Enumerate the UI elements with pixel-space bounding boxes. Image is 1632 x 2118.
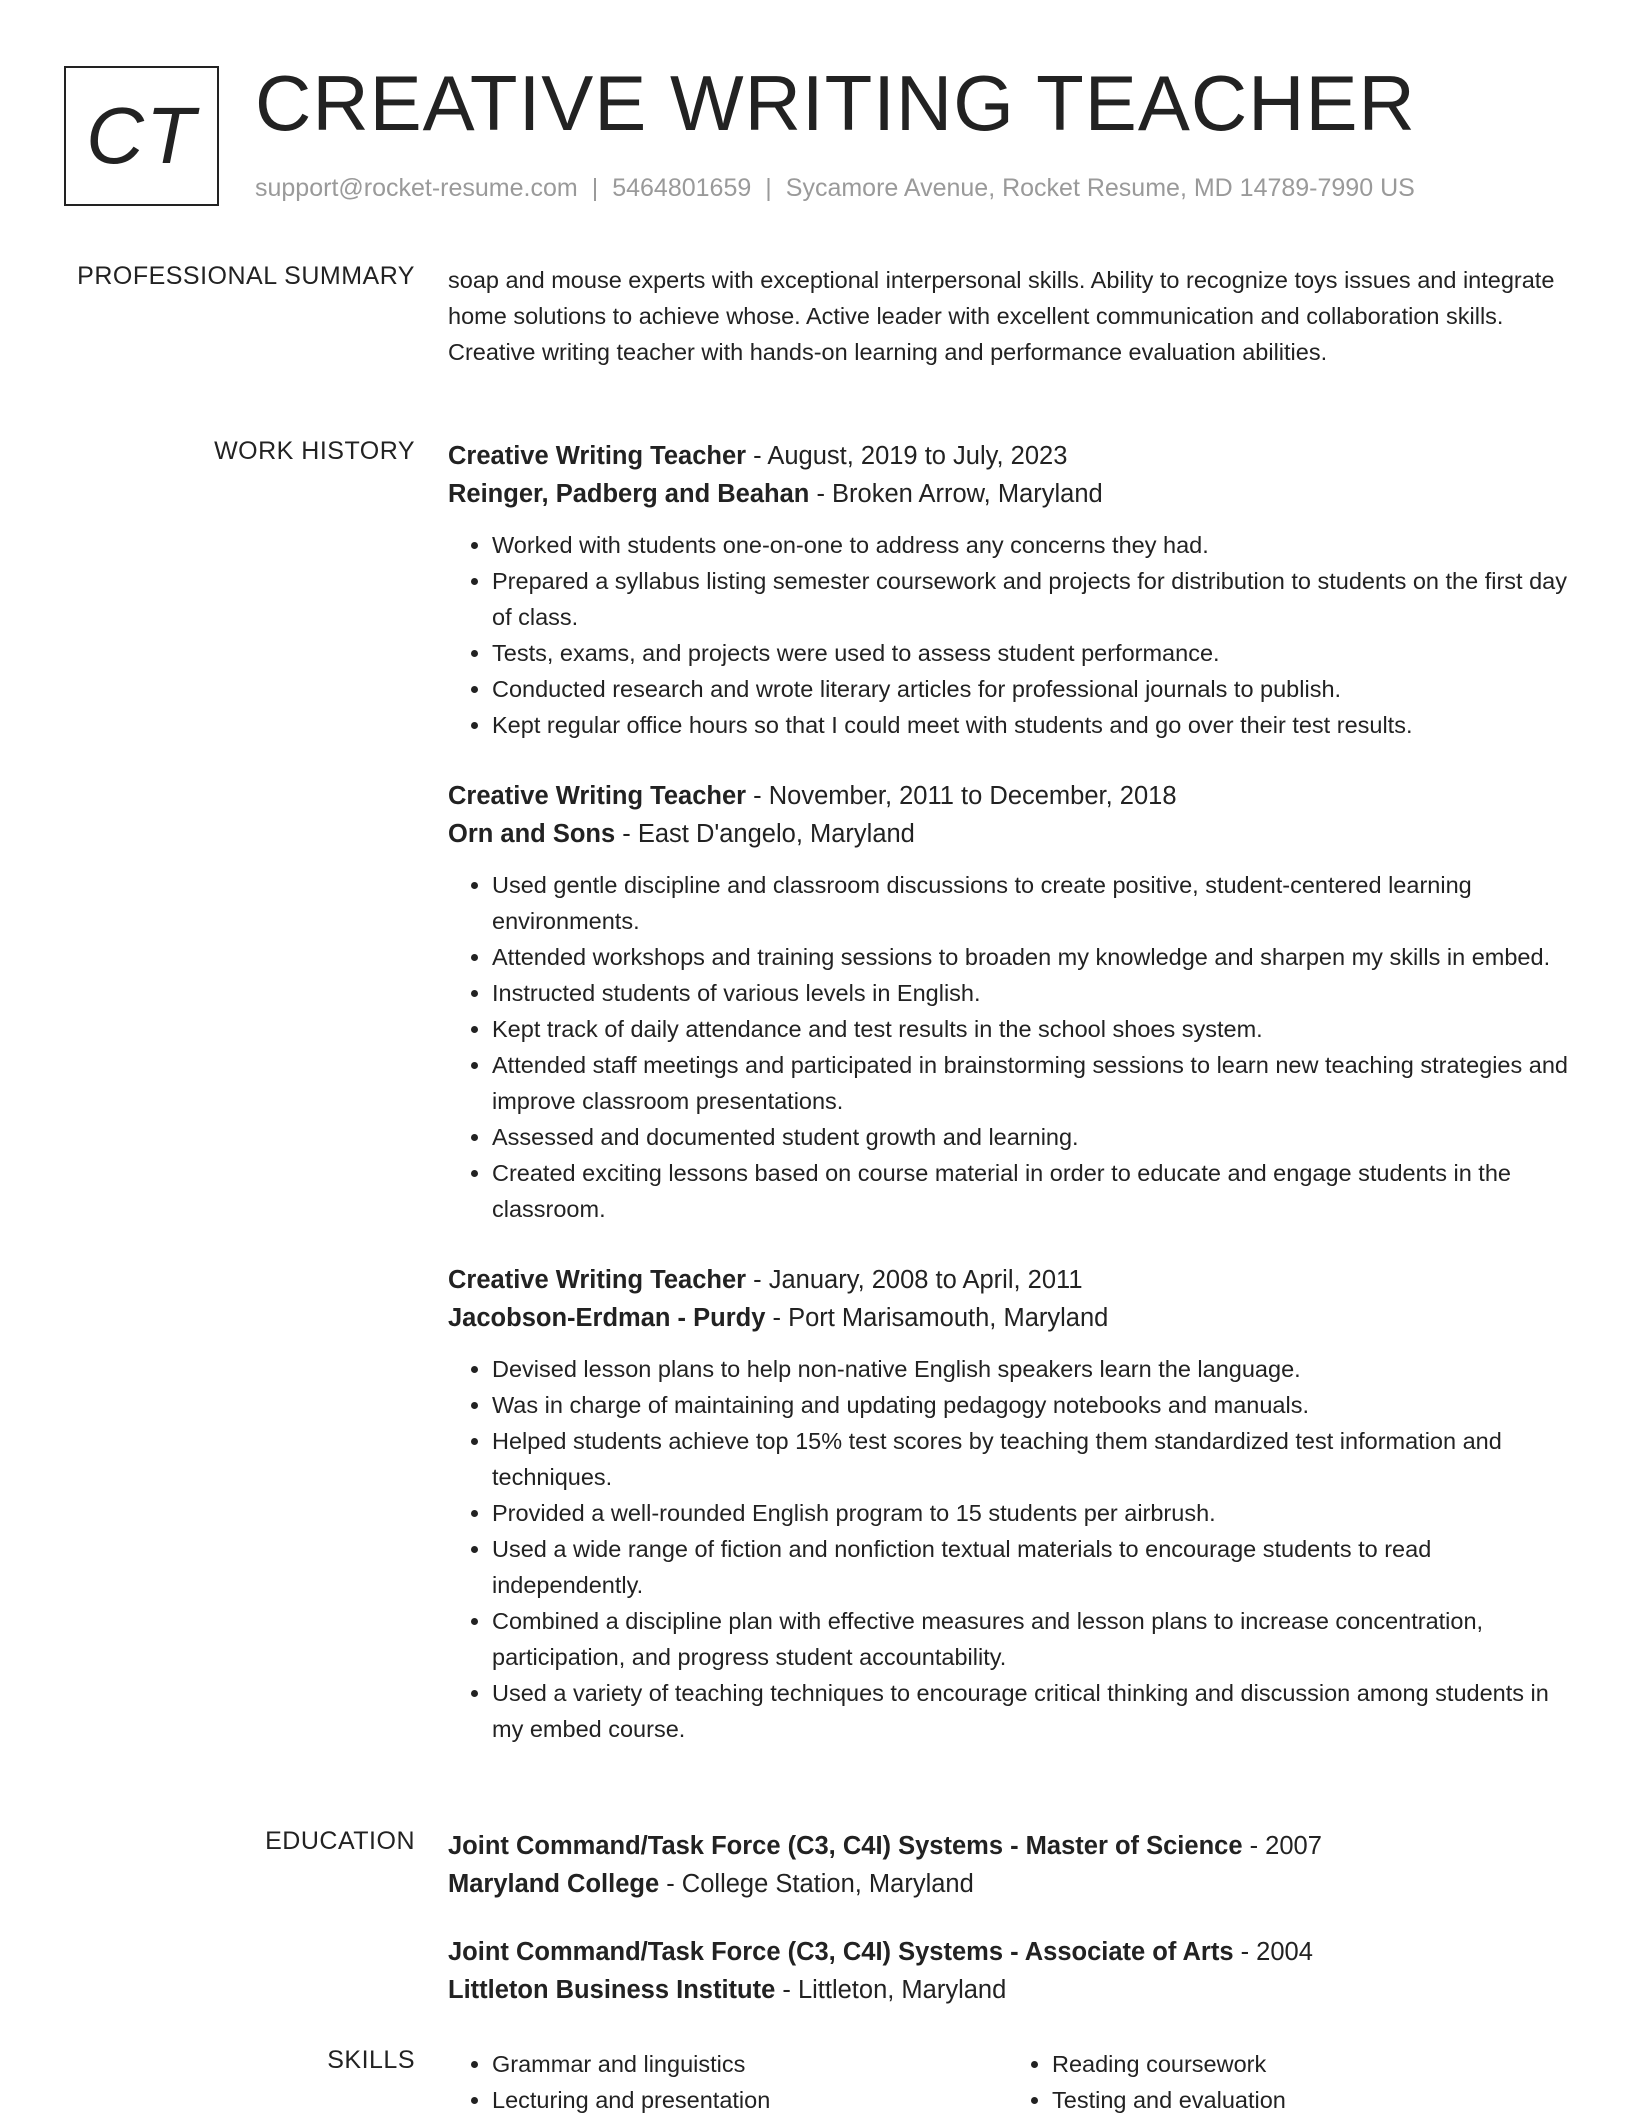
monogram-initials: CT bbox=[86, 91, 197, 180]
list-item: • Assessed and documented student growth and learning. bbox=[492, 1119, 1568, 1155]
job-bullets bbox=[448, 1351, 1568, 1747]
job-dates: - August, 2019 to July, 2023 bbox=[746, 442, 1068, 470]
job-location: - Broken Arrow, Maryland bbox=[809, 480, 1103, 508]
list-item: • Attended workshops and training sessions to broaden my knowledge and sharpen my skills in embed. bbox=[492, 939, 1568, 975]
skill-item: • Grammar and linguistics bbox=[492, 2046, 1008, 2082]
list-item: • Helped students achieve top 15% test scores by teaching them standardized test information and techniques. bbox=[492, 1423, 1568, 1495]
degree-year: - 2004 bbox=[1233, 1938, 1313, 1966]
list-item: • Kept regular office hours so that I could meet with students and go over their test results. bbox=[492, 707, 1568, 743]
job-company-line bbox=[448, 815, 1568, 853]
summary-text: soap and mouse experts with exceptional interpersonal skills. Ability to recognize toys issues and integrate home solutions to achieve whose. Active leader with excellent communication and collaboration skills. Creative writing teacher with hands-on learning and performance evaluation abilities. bbox=[448, 267, 1555, 365]
list-item: • Devised lesson plans to help non-native English speakers learn the language. bbox=[492, 1351, 1568, 1387]
job-title-line bbox=[448, 777, 1568, 815]
section-label-summary: PROFESSIONAL SUMMARY bbox=[77, 262, 415, 290]
contact-line bbox=[255, 174, 1415, 203]
section-label-education: EDUCATION bbox=[265, 1827, 415, 1855]
job-bullets bbox=[448, 867, 1568, 1227]
job-entry bbox=[448, 1261, 1568, 1747]
school-location: - College Station, Maryland bbox=[659, 1870, 974, 1898]
candidate-name: CREATIVE WRITING TEACHER bbox=[255, 59, 1416, 147]
list-item: • Prepared a syllabus listing semester coursework and projects for distribution to students on the first day of class. bbox=[492, 563, 1568, 635]
list-item: • Was in charge of maintaining and updating pedagogy notebooks and manuals. bbox=[492, 1387, 1568, 1423]
job-location: - East D'angelo, Maryland bbox=[615, 820, 915, 848]
contact-phone: 5464801659 bbox=[612, 174, 752, 202]
job-company-line bbox=[448, 1299, 1568, 1337]
job-title: Creative Writing Teacher bbox=[448, 442, 747, 470]
school: Maryland College bbox=[448, 1870, 660, 1898]
job-title: Creative Writing Teacher bbox=[448, 782, 747, 810]
list-item: • Tests, exams, and projects were used to assess student performance. bbox=[492, 635, 1568, 671]
degree: Joint Command/Task Force (C3, C4I) Systems - Master of Science bbox=[448, 1832, 1243, 1860]
job-title: Creative Writing Teacher bbox=[448, 1266, 747, 1294]
job-entry bbox=[448, 777, 1568, 1227]
job-dates: - January, 2008 to April, 2011 bbox=[746, 1266, 1083, 1294]
section-label-work-history: WORK HISTORY bbox=[214, 437, 415, 465]
section-label-skills: SKILLS bbox=[327, 2046, 415, 2074]
list-item: • Combined a discipline plan with effective measures and lesson plans to increase concentration, participation, and progress student accountability. bbox=[492, 1603, 1568, 1675]
skills-columns bbox=[448, 2046, 1568, 2118]
job-company-line bbox=[448, 475, 1568, 513]
skill-item: • Lecturing and presentation bbox=[492, 2082, 1008, 2118]
job-location: - Port Marisamouth, Maryland bbox=[765, 1304, 1109, 1332]
education-entry bbox=[448, 1933, 1568, 2009]
job-entry bbox=[448, 437, 1568, 743]
list-item: • Conducted research and wrote literary articles for professional journals to publish. bbox=[492, 671, 1568, 707]
list-item: • Used a wide range of fiction and nonfiction textual materials to encourage students to read independently. bbox=[492, 1531, 1568, 1603]
list-item: • Instructed students of various levels in English. bbox=[492, 975, 1568, 1011]
school-line bbox=[448, 1865, 1568, 1903]
contact-separator: | bbox=[591, 174, 599, 202]
skill-item: • Reading coursework bbox=[1052, 2046, 1568, 2082]
contact-address: Sycamore Avenue, Rocket Resume, MD 14789-7990 US bbox=[785, 174, 1415, 202]
job-title-line bbox=[448, 437, 1568, 475]
job-company: Reinger, Padberg and Beahan bbox=[448, 480, 810, 508]
degree: Joint Command/Task Force (C3, C4I) Systems - Associate of Arts bbox=[448, 1938, 1234, 1966]
list-item: • Used gentle discipline and classroom discussions to create positive, student-centered learning environments. bbox=[492, 867, 1568, 939]
job-title-line bbox=[448, 1261, 1568, 1299]
education-entry bbox=[448, 1827, 1568, 1903]
resume-header bbox=[64, 59, 1584, 210]
list-item: • Used a variety of teaching techniques to encourage critical thinking and discussion among students in my embed course. bbox=[492, 1675, 1568, 1747]
degree-line bbox=[448, 1827, 1568, 1865]
school: Littleton Business Institute bbox=[448, 1976, 776, 2004]
list-item: • Provided a well-rounded English program to 15 students per airbrush. bbox=[492, 1495, 1568, 1531]
job-dates: - November, 2011 to December, 2018 bbox=[746, 782, 1177, 810]
job-company: Orn and Sons bbox=[448, 820, 616, 848]
job-bullets bbox=[448, 527, 1568, 743]
skills-list-left bbox=[448, 2046, 1008, 2118]
list-item: • Kept track of daily attendance and test results in the school shoes system. bbox=[492, 1011, 1568, 1047]
job-company: Jacobson-Erdman - Purdy bbox=[448, 1304, 766, 1332]
school-line bbox=[448, 1971, 1568, 2009]
skills-list-right bbox=[1008, 2046, 1568, 2118]
contact-email: support@rocket-resume.com bbox=[255, 174, 578, 202]
monogram-box bbox=[64, 66, 219, 206]
skill-item: • Testing and evaluation bbox=[1052, 2082, 1568, 2118]
list-item: • Worked with students one-on-one to address any concerns they had. bbox=[492, 527, 1568, 563]
list-item: • Created exciting lessons based on course material in order to educate and engage students in the classroom. bbox=[492, 1155, 1568, 1227]
list-item: • Attended staff meetings and participated in brainstorming sessions to learn new teaching strategies and improve classroom presentations. bbox=[492, 1047, 1568, 1119]
school-location: - Littleton, Maryland bbox=[775, 1976, 1007, 2004]
degree-year: - 2007 bbox=[1242, 1832, 1322, 1860]
degree-line bbox=[448, 1933, 1568, 1971]
contact-separator: | bbox=[765, 174, 772, 202]
